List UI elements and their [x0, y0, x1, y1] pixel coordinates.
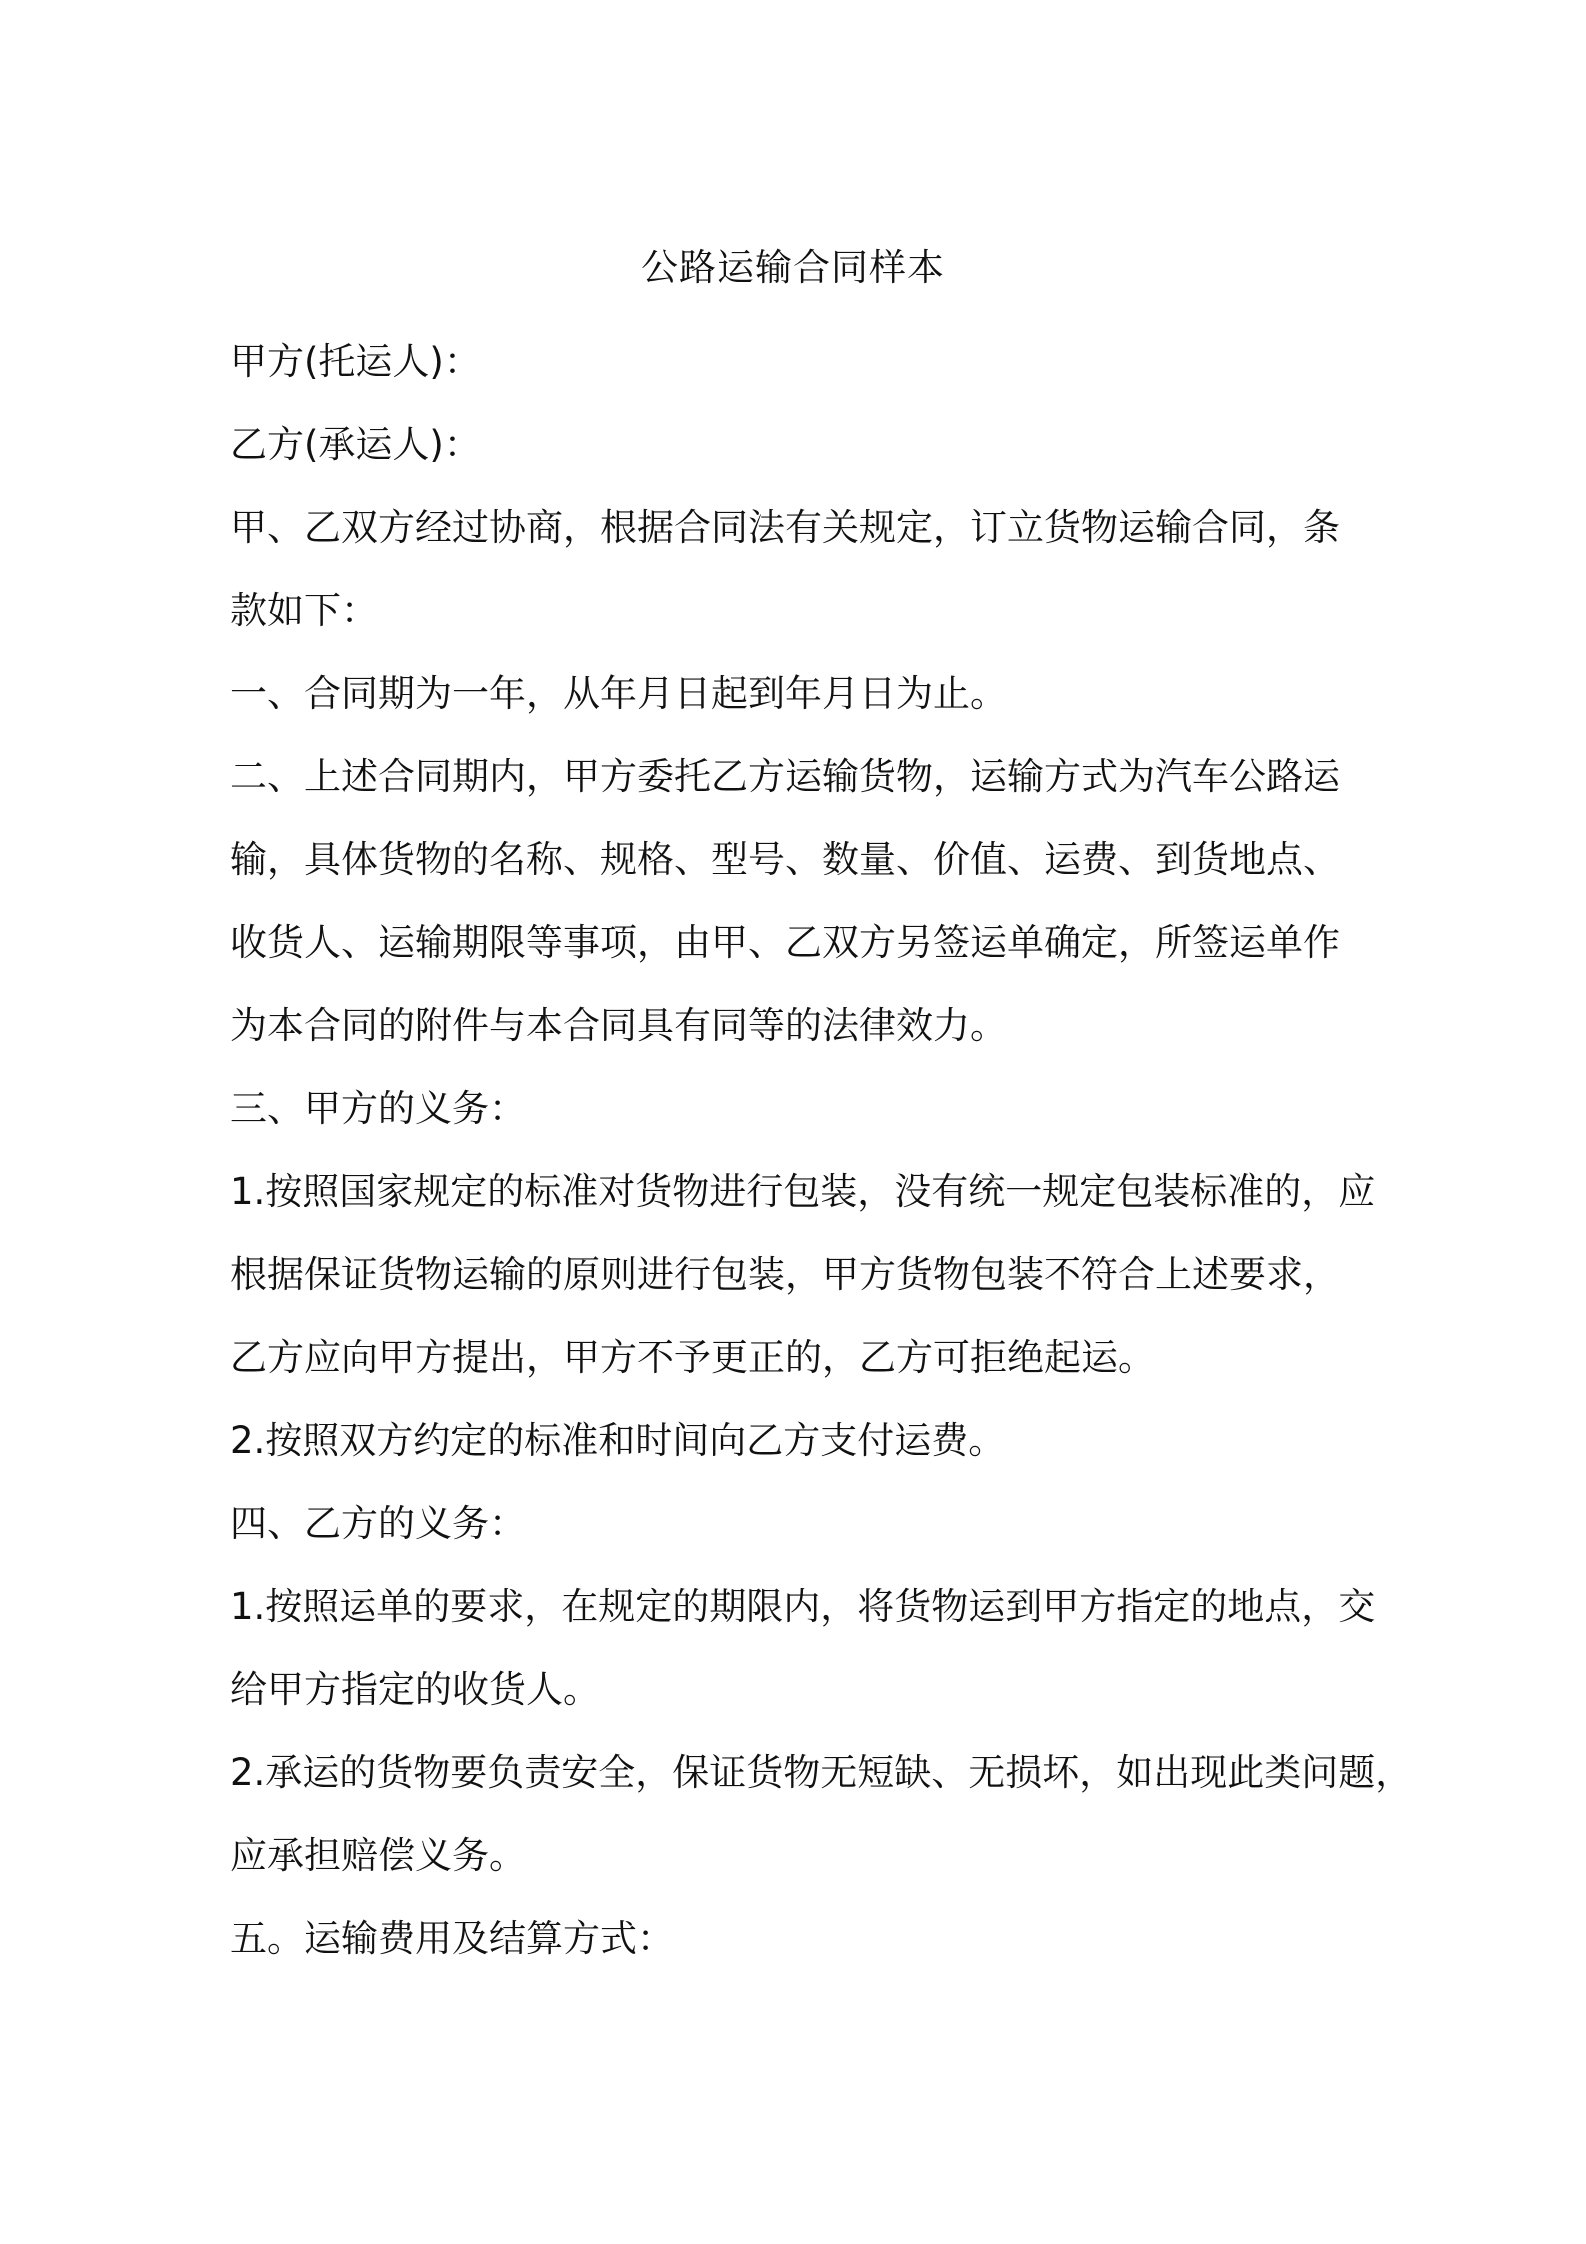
line-clause-2-a: 二、上述合同期内，甲方委托乙方运输货物，运输方式为汽车公路运: [230, 755, 1340, 798]
document-body: [230, 320, 1413, 1980]
document-title: 公路运输合同样本: [641, 246, 945, 289]
line-clause-3-item-1-b: 根据保证货物运输的原则进行包装，甲方货物包装不符合上述要求，: [230, 1253, 1340, 1296]
line-clause-4-item-1-b: 给甲方指定的收货人。: [230, 1668, 600, 1711]
line-clause-4-item-2-b: 应承担赔偿义务。: [230, 1834, 526, 1877]
line-clause-4-item-1-a: 1.按照运单的要求，在规定的期限内，将货物运到甲方指定的地点，交: [230, 1585, 1376, 1628]
line-clause-3-heading: 三、甲方的义务：: [230, 1087, 526, 1130]
line-clause-1: 一、合同期为一年，从年月日起到年月日为止。: [230, 672, 1007, 715]
line-preamble-1: 甲、乙双方经过协商，根据合同法有关规定，订立货物运输合同，条: [230, 506, 1340, 549]
line-clause-5-heading: 五。运输费用及结算方式：: [230, 1917, 674, 1960]
line-clause-2-c: 收货人、运输期限等事项，由甲、乙双方另签运单确定，所签运单作: [230, 921, 1340, 964]
line-clause-2-d: 为本合同的附件与本合同具有同等的法律效力。: [230, 1004, 1007, 1047]
line-party-a: 甲方(托运人)：: [230, 340, 481, 383]
line-preamble-2: 款如下：: [230, 589, 378, 632]
line-clause-3-item-1-a: 1.按照国家规定的标准对货物进行包装，没有统一规定包装标准的，应: [230, 1170, 1376, 1213]
line-clause-2-b: 输，具体货物的名称、规格、型号、数量、价值、运费、到货地点、: [230, 838, 1340, 881]
line-party-b: 乙方(承运人)：: [230, 423, 481, 466]
line-clause-4-item-2-a: 2.承运的货物要负责安全，保证货物无短缺、无损坏，如出现此类问题，: [230, 1751, 1413, 1794]
line-clause-3-item-2: 2.按照双方约定的标准和时间向乙方支付运费。: [230, 1419, 1006, 1462]
line-clause-4-heading: 四、乙方的义务：: [230, 1502, 526, 1545]
line-clause-3-item-1-c: 乙方应向甲方提出，甲方不予更正的，乙方可拒绝起运。: [230, 1336, 1155, 1379]
